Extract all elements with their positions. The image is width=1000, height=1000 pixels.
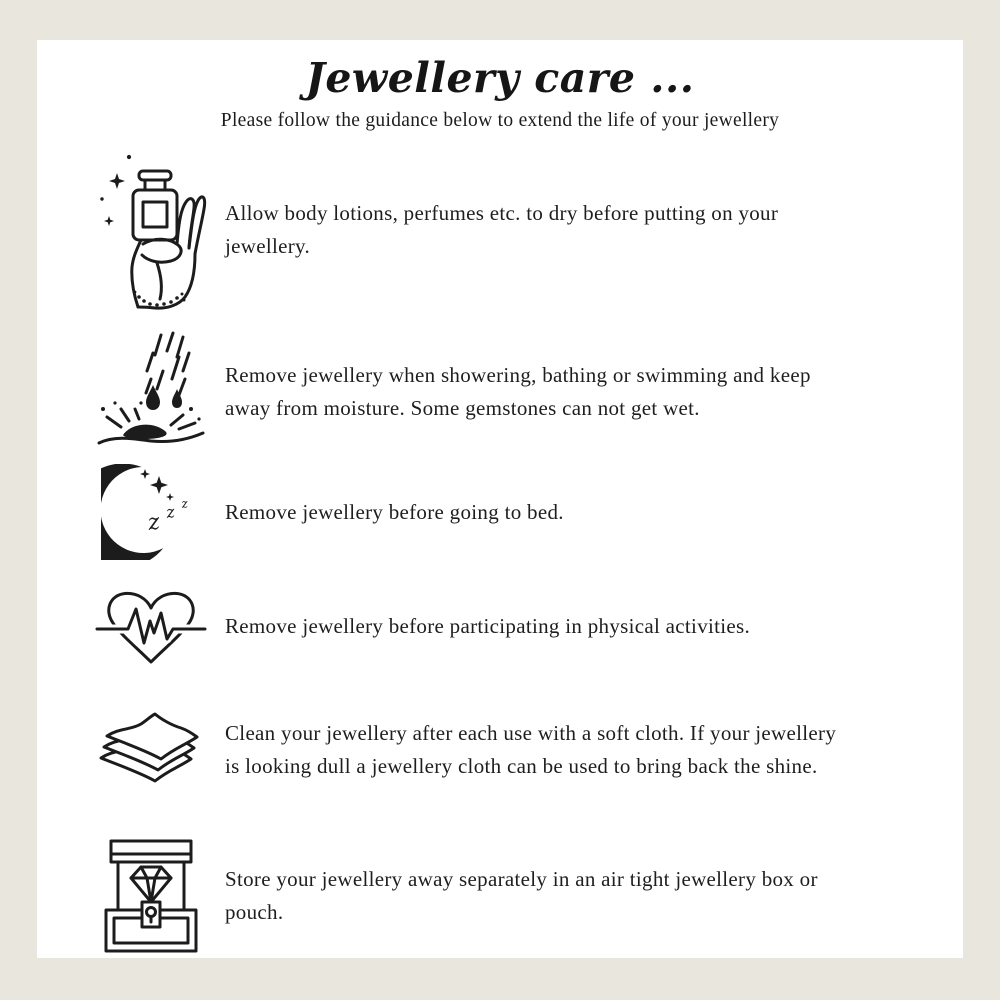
zzz-letter: z bbox=[164, 501, 176, 522]
care-card bbox=[37, 40, 963, 958]
care-row-activity bbox=[37, 584, 963, 668]
page-subtitle: Please follow the guidance below to extend the life of your jewellery bbox=[220, 110, 780, 131]
care-text-line: Store your jewellery away separately in an air tight jewellery box or bbox=[225, 867, 818, 891]
care-text-line: Remove jewellery before going to bed. bbox=[225, 499, 564, 524]
care-text-water bbox=[225, 359, 811, 425]
care-row-storage bbox=[37, 836, 963, 956]
jewellery-box-icon-svg bbox=[101, 837, 201, 955]
care-row-sleep bbox=[37, 464, 963, 560]
care-row-perfume bbox=[37, 148, 963, 312]
cloth-stack-icon-svg bbox=[95, 706, 207, 794]
care-text-line: jewellery. bbox=[225, 234, 311, 258]
heartbeat-icon bbox=[95, 584, 207, 668]
moon-sleep-icon-svg bbox=[101, 464, 201, 560]
care-text-line: Remove jewellery when showering, bathing or swimming and keep bbox=[225, 363, 811, 387]
moon-sleep-icon bbox=[95, 464, 207, 560]
care-text-line: away from moisture. Some gemstones can not get wet. bbox=[225, 396, 700, 420]
care-text-line: is looking dull a jewellery cloth can be used to bring back the shine. bbox=[225, 754, 818, 778]
care-text-sleep bbox=[225, 496, 564, 529]
page-title: Jewellery care ... bbox=[305, 54, 695, 102]
perfume-hand-icon bbox=[95, 149, 207, 311]
care-text-activity bbox=[225, 610, 750, 643]
care-text-line: Clean your jewellery after each use with a soft cloth. If your jewellery bbox=[225, 721, 837, 745]
care-text-line: Remove jewellery before participating in physical activities. bbox=[225, 613, 751, 638]
care-row-clean bbox=[37, 706, 963, 794]
heartbeat-icon-svg bbox=[95, 584, 207, 668]
water-splash-icon bbox=[95, 331, 207, 453]
care-row-water bbox=[37, 330, 963, 454]
zzz-letter: z bbox=[180, 496, 189, 511]
jewellery-box-icon bbox=[95, 837, 207, 955]
perfume-hand-icon-svg bbox=[95, 149, 207, 311]
cloth-stack-icon bbox=[95, 706, 207, 794]
water-splash-icon-svg bbox=[95, 331, 207, 453]
care-text-storage bbox=[225, 863, 818, 929]
care-text-line: Allow body lotions, perfumes etc. to dry before putting on your bbox=[225, 201, 779, 225]
zzz-letter: z bbox=[146, 509, 162, 536]
care-text-clean bbox=[225, 717, 836, 783]
care-text-line: pouch. bbox=[225, 900, 284, 924]
care-text-perfume bbox=[225, 197, 778, 263]
